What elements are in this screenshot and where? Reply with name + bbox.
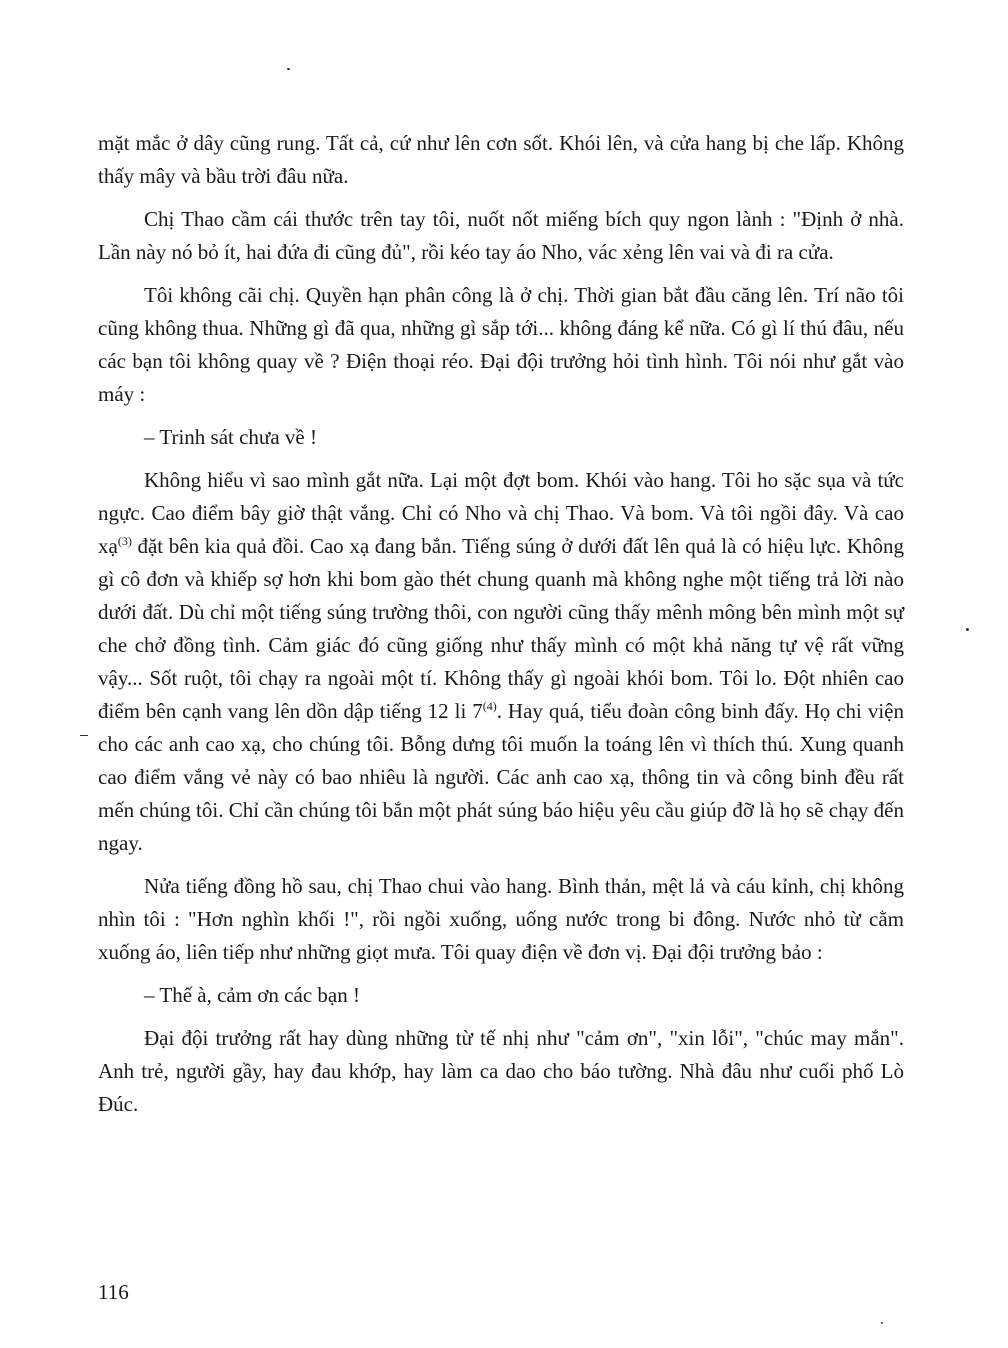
dialogue-line: – Trinh sát chưa về ! bbox=[144, 425, 317, 449]
book-page-body bbox=[98, 127, 904, 1131]
paragraph-with-footnotes bbox=[98, 464, 904, 860]
paragraph-continuation: mặt mắc ở dây cũng rung. Tất cả, cứ như lên cơn sốt. Khói lên, và cửa hang bị che lấp. Không thấy mây và bầu trời đâu nữa. bbox=[98, 131, 904, 188]
paragraph-text: . Hay quá, tiểu đoàn công binh đấy. Họ chi viện cho các anh cao xạ, cho chúng tôi. Bỗng dưng tôi muốn la toáng lên vì thích thú. Xung quanh cao điểm vắng vẻ này có bao nhiêu là người. Các anh cao xạ, thông tin và công binh đều rất mến chúng tôi. Chỉ cần chúng tôi bắn một phát súng báo hiệu yêu cầu giúp đỡ là họ sẽ chạy đến ngay. bbox=[98, 699, 904, 855]
scan-speck bbox=[287, 68, 290, 70]
scan-speck bbox=[881, 1322, 883, 1324]
scan-speck bbox=[966, 628, 969, 631]
paragraph: Đại đội trưởng rất hay dùng những từ tế nhị như "cảm ơn", "xin lỗi", "chúc may mắn". Anh trẻ, người gầy, hay đau khớp, hay làm ca dao cho báo tường. Nhà đâu như cuối phố Lò Đúc. bbox=[98, 1026, 904, 1116]
paragraph: Nửa tiếng đồng hồ sau, chị Thao chui vào hang. Bình thản, mệt lả và cáu kỉnh, chị không nhìn tôi : "Hơn nghìn khối !", rồi ngồi xuống, uống nước trong bi đông. Nước nhỏ từ cằm xuống áo, liên tiếp như những giọt mưa. Tôi quay điện về đơn vị. Đại đội trưởng bảo : bbox=[98, 874, 904, 964]
footnote-marker: (3) bbox=[117, 534, 132, 548]
dialogue-line: – Thế à, cảm ơn các bạn ! bbox=[144, 983, 360, 1007]
paragraph: Chị Thao cầm cái thước trên tay tôi, nuốt nốt miếng bích quy ngon lành : "Định ở nhà. Lần này nó bỏ ít, hai đứa đi cũng đủ", rồi kéo tay áo Nho, vác xẻng lên vai và đi ra cửa. bbox=[98, 207, 904, 264]
footnote-marker: (4) bbox=[482, 699, 497, 713]
paragraph: Tôi không cãi chị. Quyền hạn phân công là ở chị. Thời gian bắt đầu căng lên. Trí não tôi cũng không thua. Những gì đã qua, những gì sắp tới... không đáng kể nữa. Có gì lí thú đâu, nếu các bạn tôi không quay về ? Điện thoại réo. Đại đội trưởng hỏi tình hình. Tôi nói như gắt vào máy : bbox=[98, 283, 904, 406]
paragraph-text: Không hiểu vì sao mình gắt nữa. Lại một đợt bom. Khói vào hang. Tôi ho sặc sụa và tức ngực. Cao điểm bây giờ thật vắng. Chỉ có Nho và chị Thao. Và bom. Và tôi ngồi đây. Và cao xạ bbox=[98, 468, 904, 558]
scan-speck bbox=[80, 735, 88, 736]
page-number: 116 bbox=[98, 1280, 129, 1304]
paragraph-text: đặt bên kia quả đồi. Cao xạ đang bắn. Tiếng súng ở dưới đất lên quả là có hiệu lực. Không gì cô đơn và khiếp sợ hơn khi bom gào thét chung quanh mà không nghe một tiếng trả lời nào dưới đất. Dù chỉ một tiếng súng trường thôi, con người cũng thấy mênh mông bên mình một sự che chở đồng tình. Cảm giác đó cũng giống như thấy mình có một khả năng tự vệ rất vững vậy... Sốt ruột, tôi chạy ra ngoài một tí. Không thấy gì ngoài khói bom. Tôi lo. Đột nhiên cao điểm bên cạnh vang lên dồn dập tiếng 12 li 7 bbox=[98, 534, 904, 723]
